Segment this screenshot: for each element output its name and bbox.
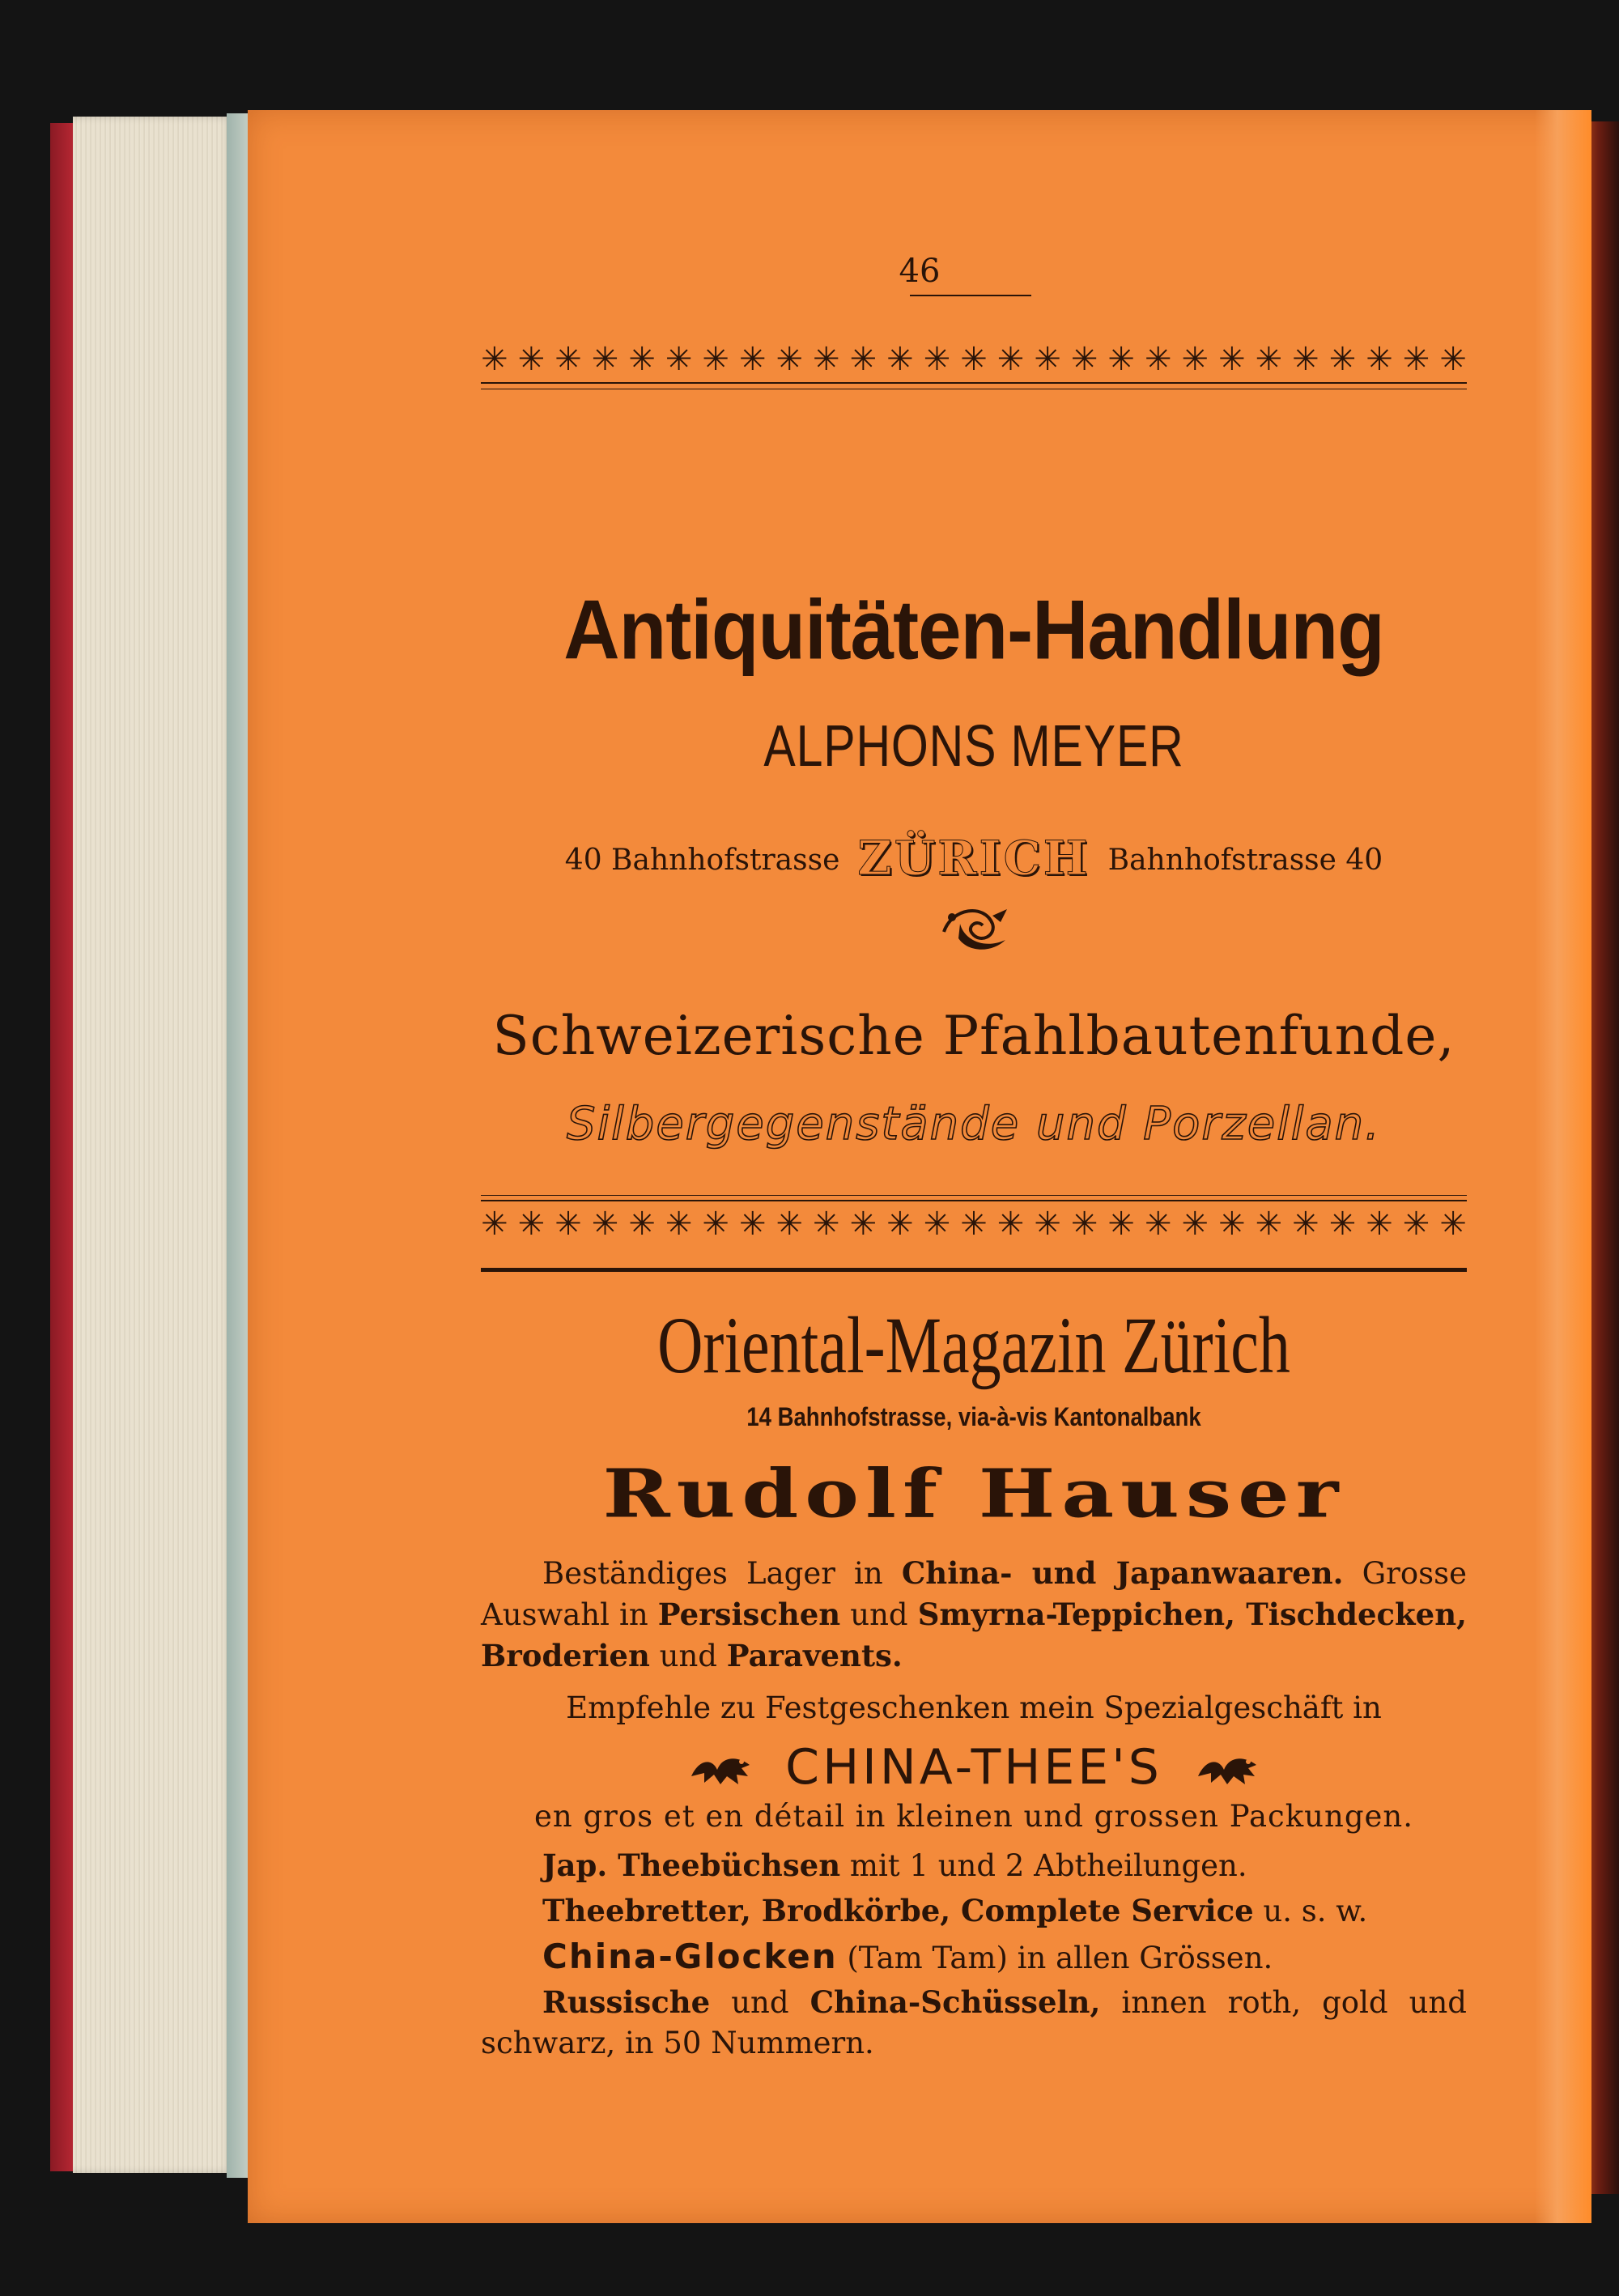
ornament-star-icon: ✳ [1070,1205,1098,1243]
ornament-star-icon: ✳ [628,341,656,378]
antiquitaeten-title: Antiquitäten-Handlung [563,583,1384,678]
ornament-star-icon: ✳ [812,341,840,378]
china-thee-text: CHINA-THEE'S [785,1739,1162,1796]
china-thee-line [481,1739,1467,1796]
ornament-star-icon: ✳ [960,341,988,378]
ornament-star-icon: ✳ [1181,341,1209,378]
ornament-star-icon: ✳ [923,341,951,378]
book-page [248,110,1591,2223]
ornament-star-icon: ✳ [702,341,729,378]
ornament-star-icon: ✳ [1107,1205,1135,1243]
ornament-star-icon: ✳ [1328,1205,1357,1243]
text-bold: Smyrna-Teppichen, Tischdecken, Broderien [481,1597,1467,1673]
china-glocken-line [542,1937,1273,1976]
theebretter-line [542,1893,1367,1928]
ornament-star-icon: ✳ [886,341,914,378]
ornament-star-icon: ✳ [1144,341,1172,378]
ornament-star-icon: ✳ [996,341,1025,378]
owner-name-meyer: ALPHONS MEYER [763,714,1184,779]
text-span: und [710,1985,810,2020]
ornament-star-icon: ✳ [1328,341,1357,378]
text-span: mit 1 und 2 Abtheilungen. [840,1848,1247,1883]
divider-rule [481,1200,1467,1201]
ornament-star-icon: ✳ [1181,1205,1209,1243]
text-bold: China- und Japanwaaren. [901,1555,1344,1591]
ornament-star-icon: ✳ [849,341,877,378]
ornament-star-icon: ✳ [591,341,619,378]
ornament-star-icon: ✳ [738,1205,767,1243]
ornament-star-icon: ✳ [1255,1205,1282,1243]
ornament-star-icon: ✳ [1217,1205,1246,1243]
ornament-star-icon: ✳ [1070,341,1098,378]
ornament-star-icon: ✳ [665,341,693,378]
theebuechsen-line [542,1847,1247,1883]
text-bold: China-Schüsseln, [810,1984,1101,2020]
ornament-star-icon: ✳ [1034,1205,1061,1243]
text-span: und [840,1597,918,1632]
ornament-star-icon: ✳ [996,1205,1025,1243]
ornament-star-icon: ✳ [738,341,767,378]
text-bold: Persischen [657,1597,841,1632]
ornament-star-icon: ✳ [849,1205,877,1243]
ornament-star-icon: ✳ [628,1205,656,1243]
ornament-star-icon: ✳ [517,341,546,378]
ornament-star-icon: ✳ [702,1205,729,1243]
divider-rule [481,382,1467,384]
text-bold: Theebretter, Brodkörbe, Complete Service [542,1893,1254,1928]
ornament-star-icon: ✳ [481,1205,508,1243]
silber-line: Silbergegenstände und Porzellan. [567,1098,1381,1150]
ornament-star-icon: ✳ [1402,341,1430,378]
ornament-row-middle [481,1206,1467,1242]
en-gros-line: en gros et en détail in kleinen und grossen Packungen. [533,1799,1414,1834]
city-zuerich: ZÜRICH [857,831,1090,886]
divider-rule-thick [481,1268,1467,1272]
russische-paragraph [481,1982,1467,2064]
ornament-star-icon: ✳ [555,1205,582,1243]
text-bold: Paravents. [726,1638,903,1673]
ornament-star-icon: ✳ [1107,341,1135,378]
dragon-ornament-icon [1195,1752,1260,1788]
text-bold: China-Glocken [542,1937,838,1976]
ornament-star-icon: ✳ [1439,1205,1467,1243]
ornament-star-icon: ✳ [1402,1205,1430,1243]
oriental-address: 14 Bahnhofstrasse, via-à-vis Kantonalbank [746,1402,1201,1431]
ornament-star-icon: ✳ [1292,1205,1319,1243]
address-left: 40 Bahnhofstrasse [564,844,840,877]
empfehle-line: Empfehle zu Festgeschenken mein Spezialgeschäft in [566,1690,1382,1725]
address-right: Bahnhofstrasse 40 [1107,844,1383,877]
text-span: und [649,1639,727,1673]
book-page-edges [73,117,235,2173]
fleuron-ornament-icon [936,899,1013,956]
page-number-rule [910,295,1031,296]
oriental-magazin-title: Oriental-Magazin Zürich [657,1300,1290,1390]
text-span: Beständiges Lager in [542,1556,902,1591]
divider-rule [481,1195,1467,1196]
text-span: u. s. w. [1253,1894,1368,1928]
ornament-star-icon: ✳ [1144,1205,1172,1243]
dragon-ornament-icon [688,1752,753,1788]
pfahlbauten-line: Schweizerische Pfahlbautenfunde, [492,1005,1455,1067]
ornament-star-icon: ✳ [481,341,508,378]
ornament-star-icon: ✳ [776,341,803,378]
ornament-star-icon: ✳ [591,1205,619,1243]
owner-name-hauser: Rudolf Hauser [602,1454,1345,1533]
description-paragraph [481,1553,1467,1677]
text-span: Grosse Auswahl in [481,1556,1467,1632]
ornament-star-icon: ✳ [517,1205,546,1243]
ornament-star-icon: ✳ [960,1205,988,1243]
ornament-star-icon: ✳ [776,1205,803,1243]
ornament-star-icon: ✳ [923,1205,951,1243]
page-number: 46 [899,253,941,290]
page-shade [1535,110,1591,2223]
address-line [481,831,1467,886]
ornament-star-icon: ✳ [555,341,582,378]
ornament-star-icon: ✳ [886,1205,914,1243]
text-span: (Tam Tam) in allen Grössen. [837,1941,1273,1975]
ornament-star-icon: ✳ [665,1205,693,1243]
ornament-star-icon: ✳ [1439,341,1467,378]
text-bold: Jap. Theebüchsen [542,1847,841,1883]
ornament-star-icon: ✳ [1366,1205,1393,1243]
ornament-star-icon: ✳ [1255,341,1282,378]
text-span: innen roth, gold und schwarz, in 50 Nummern. [481,1985,1467,2060]
ornament-star-icon: ✳ [1034,341,1061,378]
ornament-star-icon: ✳ [1217,341,1246,378]
ornament-star-icon: ✳ [812,1205,840,1243]
ornament-star-icon: ✳ [1366,341,1393,378]
ornament-star-icon: ✳ [1292,341,1319,378]
text-bold: Russische [542,1984,711,2020]
ornament-row-top [481,342,1467,377]
